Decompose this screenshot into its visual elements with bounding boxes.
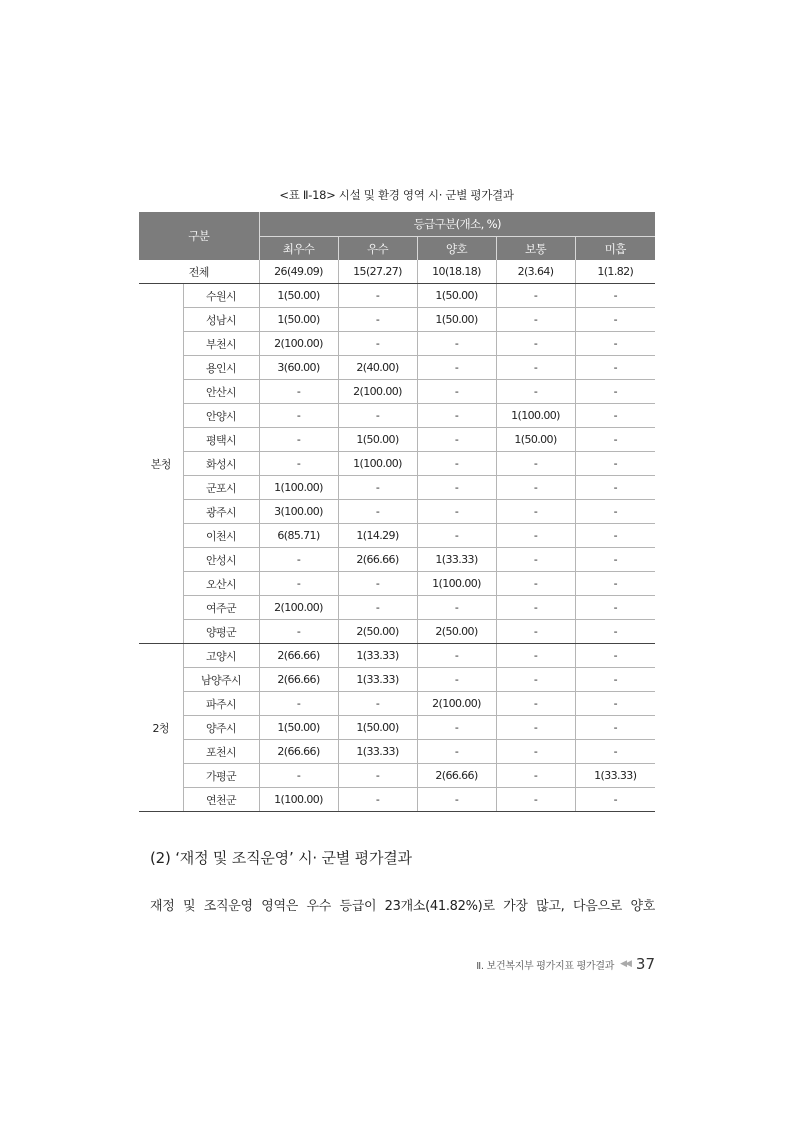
table-cell: - [575, 332, 655, 356]
table-cell: - [338, 788, 417, 812]
table-cell: 2(3.64) [496, 260, 575, 284]
table-cell: - [575, 572, 655, 596]
table-cell: - [417, 644, 496, 668]
city-name: 남양주시 [183, 668, 259, 692]
table-cell: - [496, 644, 575, 668]
table-cell: - [417, 740, 496, 764]
table-row-total [139, 260, 655, 284]
table-cell: 1(50.00) [496, 428, 575, 452]
table-cell: 2(40.00) [338, 356, 417, 380]
city-name: 용인시 [183, 356, 259, 380]
table-cell: - [338, 476, 417, 500]
city-name: 가평군 [183, 764, 259, 788]
table-row [139, 524, 655, 548]
table-cell: 15(27.27) [338, 260, 417, 284]
city-name: 평택시 [183, 428, 259, 452]
table-cell: - [496, 764, 575, 788]
table-cell: - [417, 788, 496, 812]
table-cell: 2(100.00) [259, 332, 338, 356]
table-cell: - [417, 380, 496, 404]
table-cell: - [575, 476, 655, 500]
header-grade-poor: 미흡 [575, 237, 655, 261]
table-cell: - [338, 596, 417, 620]
city-name: 연천군 [183, 788, 259, 812]
table-row [139, 596, 655, 620]
table-cell: - [417, 428, 496, 452]
city-name: 군포시 [183, 476, 259, 500]
header-grade-average: 보통 [496, 237, 575, 261]
table-row [139, 500, 655, 524]
table-cell: - [259, 452, 338, 476]
table-cell: 6(85.71) [259, 524, 338, 548]
table-cell: - [417, 356, 496, 380]
table-cell: - [417, 668, 496, 692]
table-cell: 1(50.00) [338, 428, 417, 452]
table-cell: - [417, 476, 496, 500]
table-cell: - [496, 788, 575, 812]
table-cell: - [259, 548, 338, 572]
table-cell: 26(49.09) [259, 260, 338, 284]
table-cell: 1(100.00) [259, 788, 338, 812]
table-cell: - [496, 380, 575, 404]
table-cell: - [575, 380, 655, 404]
table-cell: 2(66.66) [259, 668, 338, 692]
table-cell: - [575, 788, 655, 812]
table-cell: - [259, 404, 338, 428]
table-cell: - [259, 572, 338, 596]
table-cell: - [575, 404, 655, 428]
table-cell: - [496, 308, 575, 332]
table-cell: 2(100.00) [259, 596, 338, 620]
city-name: 양평군 [183, 620, 259, 644]
city-name: 양주시 [183, 716, 259, 740]
header-grade-group: 등급구분(개소, %) [259, 212, 655, 237]
group-label: 본청 [139, 284, 183, 644]
table-row [139, 284, 655, 308]
table-cell: - [575, 740, 655, 764]
table-cell: 1(33.33) [417, 548, 496, 572]
table-cell: 1(14.29) [338, 524, 417, 548]
table-cell: 1(33.33) [338, 668, 417, 692]
city-name: 광주시 [183, 500, 259, 524]
table-cell: - [338, 764, 417, 788]
table-cell: - [259, 692, 338, 716]
table-cell: - [496, 620, 575, 644]
table-cell: 1(100.00) [338, 452, 417, 476]
table-cell: 1(50.00) [417, 284, 496, 308]
table-cell: - [417, 500, 496, 524]
table-cell: 1(33.33) [338, 740, 417, 764]
section-heading: (2) ‘재정 및 조직운영’ 시· 군별 평가결과 [150, 849, 412, 867]
page-number: 37 [635, 955, 655, 973]
table-cell: - [575, 716, 655, 740]
table-row [139, 716, 655, 740]
table-cell: - [496, 572, 575, 596]
table-row [139, 692, 655, 716]
table-cell: - [575, 356, 655, 380]
group-label: 2청 [139, 644, 183, 812]
table-cell: - [496, 716, 575, 740]
table-cell: - [575, 692, 655, 716]
table-row [139, 428, 655, 452]
table-cell: - [575, 620, 655, 644]
city-name: 고양시 [183, 644, 259, 668]
table-cell: 2(100.00) [417, 692, 496, 716]
table-cell: - [417, 404, 496, 428]
table-row [139, 308, 655, 332]
table-cell: 1(100.00) [259, 476, 338, 500]
table-cell: 2(66.66) [417, 764, 496, 788]
body-paragraph: 재정 및 조직운영 영역은 우수 등급이 23개소(41.82%)로 가장 많고, 다음으로 양호 [150, 899, 655, 914]
table-cell: - [417, 596, 496, 620]
table-cell: - [575, 596, 655, 620]
table-cell: - [496, 476, 575, 500]
city-name: 부천시 [183, 332, 259, 356]
table-row [139, 668, 655, 692]
table-row [139, 548, 655, 572]
table-cell: 2(100.00) [338, 380, 417, 404]
table-cell: - [259, 620, 338, 644]
city-name: 이천시 [183, 524, 259, 548]
table-cell: 2(50.00) [338, 620, 417, 644]
table-cell: - [496, 356, 575, 380]
header-gubun: 구분 [139, 212, 259, 260]
table-cell: - [575, 284, 655, 308]
table-cell: - [417, 716, 496, 740]
table-cell: - [496, 500, 575, 524]
double-arrow-left-icon: ◀◀ [620, 959, 630, 969]
table-caption: <표 Ⅱ-18> 시설 및 환경 영역 시· 군별 평가결과 [279, 188, 514, 202]
table-cell: 1(50.00) [338, 716, 417, 740]
city-name: 성남시 [183, 308, 259, 332]
table-row [139, 620, 655, 644]
table-row [139, 572, 655, 596]
table-cell: - [575, 452, 655, 476]
table-cell: - [575, 500, 655, 524]
header-grade-good: 양호 [417, 237, 496, 261]
table-cell: 1(33.33) [575, 764, 655, 788]
table-cell: - [417, 524, 496, 548]
table-cell: 1(100.00) [417, 572, 496, 596]
table-row [139, 764, 655, 788]
table-row [139, 452, 655, 476]
table-cell: - [575, 668, 655, 692]
table-body [139, 260, 655, 812]
table-cell: - [496, 692, 575, 716]
table-cell: - [259, 428, 338, 452]
header-grade-excellent-plus: 최우수 [259, 237, 338, 261]
city-name: 안양시 [183, 404, 259, 428]
table-cell: - [575, 644, 655, 668]
city-name: 화성시 [183, 452, 259, 476]
table-cell: - [496, 524, 575, 548]
table-cell: - [496, 452, 575, 476]
footer-section-text: Ⅱ. 보건복지부 평가지표 평가결과 [476, 960, 615, 972]
table-row [139, 788, 655, 812]
table-cell: 3(100.00) [259, 500, 338, 524]
table-cell: - [496, 668, 575, 692]
table-cell: - [259, 380, 338, 404]
table-cell: 1(100.00) [496, 404, 575, 428]
table-cell: 1(50.00) [259, 308, 338, 332]
table-row [139, 356, 655, 380]
total-label: 전체 [139, 260, 259, 284]
city-name: 파주시 [183, 692, 259, 716]
grade-table [139, 212, 655, 812]
table-cell: - [417, 452, 496, 476]
table-cell: - [575, 308, 655, 332]
table-cell: - [575, 548, 655, 572]
table-cell: - [338, 572, 417, 596]
table-cell: 1(1.82) [575, 260, 655, 284]
table-row [139, 476, 655, 500]
table-cell: - [575, 428, 655, 452]
table-cell: - [496, 332, 575, 356]
table-cell: - [575, 524, 655, 548]
table-row [139, 740, 655, 764]
table-cell: 3(60.00) [259, 356, 338, 380]
table-row [139, 332, 655, 356]
table-row [139, 404, 655, 428]
city-name: 수원시 [183, 284, 259, 308]
table-cell: 2(66.66) [338, 548, 417, 572]
city-name: 안산시 [183, 380, 259, 404]
table-cell: - [338, 308, 417, 332]
city-name: 오산시 [183, 572, 259, 596]
table-cell: - [496, 596, 575, 620]
header-grade-excellent: 우수 [338, 237, 417, 261]
page-footer [476, 955, 655, 973]
table-cell: - [338, 692, 417, 716]
city-name: 안성시 [183, 548, 259, 572]
table-cell: - [338, 284, 417, 308]
table-cell: - [496, 548, 575, 572]
city-name: 포천시 [183, 740, 259, 764]
table-cell: - [496, 740, 575, 764]
table-cell: - [338, 500, 417, 524]
table-cell: 1(50.00) [259, 716, 338, 740]
table-cell: - [338, 332, 417, 356]
table-cell: - [417, 332, 496, 356]
table-row [139, 380, 655, 404]
table-cell: - [496, 284, 575, 308]
table-cell: - [338, 404, 417, 428]
table-cell: 1(50.00) [259, 284, 338, 308]
city-name: 여주군 [183, 596, 259, 620]
table-cell: 2(66.66) [259, 740, 338, 764]
table-row [139, 644, 655, 668]
table-cell: 1(50.00) [417, 308, 496, 332]
table-cell: 2(66.66) [259, 644, 338, 668]
table-cell: - [259, 764, 338, 788]
table-cell: 1(33.33) [338, 644, 417, 668]
table-cell: 10(18.18) [417, 260, 496, 284]
table-cell: 2(50.00) [417, 620, 496, 644]
